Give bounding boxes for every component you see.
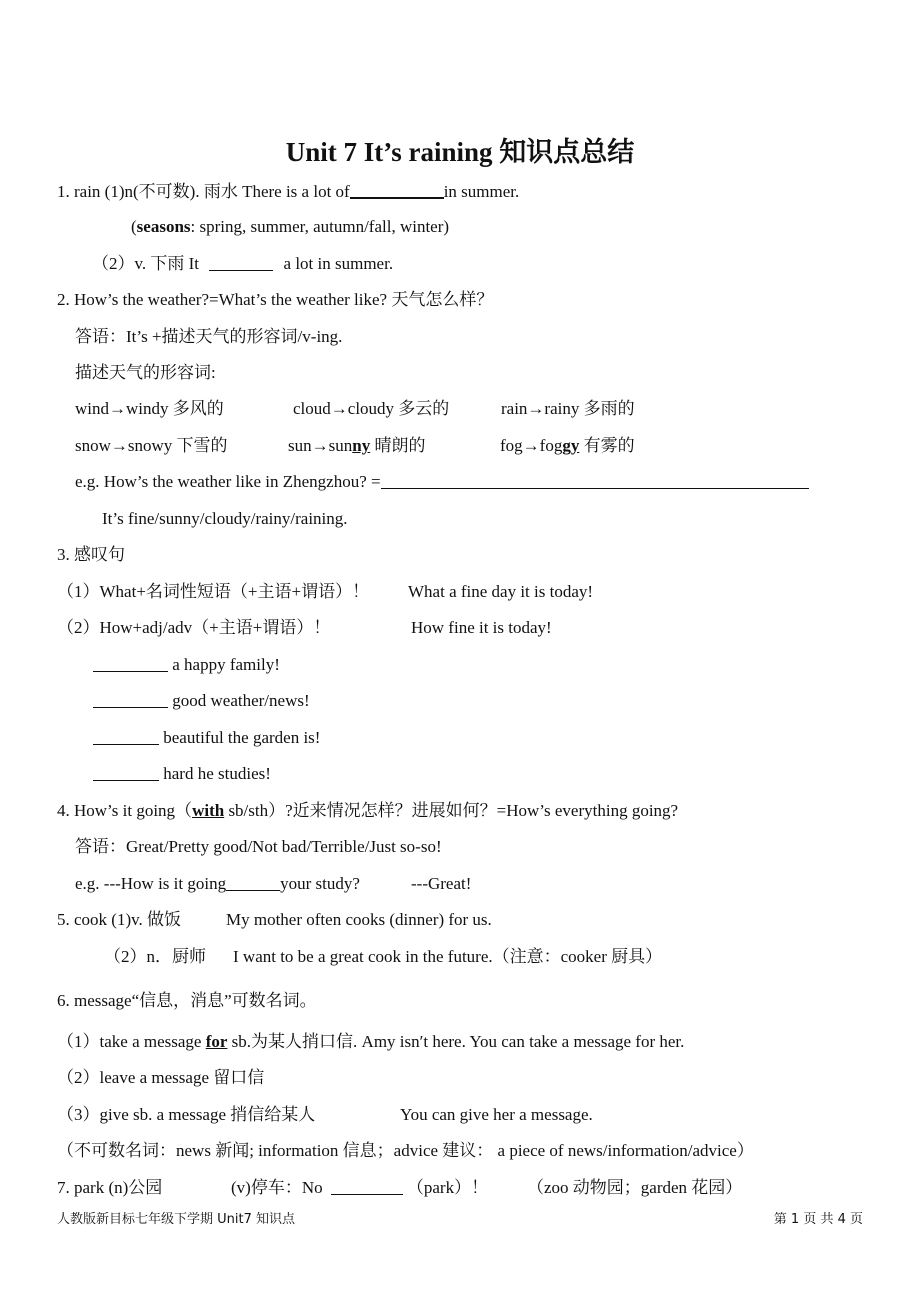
s1-line-a [57, 180, 519, 203]
fill-blank-2[interactable] [209, 253, 273, 271]
s6-p1-pre: （1）take a message [57, 1032, 206, 1051]
adj-rainy: rain→rainy 多雨的 [501, 399, 635, 418]
s6-note: （不可数名词：news 新闻; information 信息；advice 建议： a piece of news/information/advice） [57, 1141, 754, 1160]
seasons-line [131, 216, 449, 238]
s5-a: 5. cook (1)v. 做饭 [57, 910, 182, 929]
fill-blank-7[interactable] [93, 763, 159, 781]
s3-head: 3. 感叹句 [57, 545, 125, 564]
s4-answer: 答语：Great/Pretty good/Not bad/Terrible/Just so-so! [75, 837, 442, 856]
s5-b-example: I want to be a great cook in the future.（注意：cooker 厨具） [233, 947, 663, 966]
s4-q-pre: 4. How’s it going（ [57, 801, 193, 820]
s1-line-b [92, 253, 393, 275]
fill-blank-9[interactable] [331, 1177, 403, 1195]
adj-windy: wind→windy 多风的 [75, 399, 224, 418]
s5-a-example: My mother often cooks (dinner) for us. [226, 910, 492, 929]
s1-b-text: （2）v. 下雨 It [92, 254, 200, 273]
footer-left: 人教版新目标七年级下学期 Unit7 知识点 [57, 1212, 295, 1227]
seasons-bold: seasons [136, 217, 191, 236]
s3-point-2 [57, 617, 857, 639]
fill-blank-8[interactable] [226, 873, 280, 891]
foggy-pre: fog→fog [500, 436, 563, 455]
s6-point-2: （2）leave a message 留口信 [57, 1068, 265, 1087]
s4-example [75, 873, 875, 895]
s5-line-b [104, 946, 864, 968]
foggy-underlined: gy [562, 436, 580, 455]
s5-b: （2）n．厨师 [104, 947, 206, 966]
s2-adj-head: 描述天气的形容词: [75, 363, 216, 382]
s6-p1-post: sb.为某人捎口信. Amy isn′t here. You can take a message for her. [227, 1032, 685, 1051]
s4-question [57, 800, 678, 822]
s1-text: 1. rain (1)n(不可数). 雨水 There is a lot of [57, 182, 350, 201]
s4-q-underlined: with [192, 801, 225, 820]
s6-point-3 [57, 1104, 857, 1126]
s2-example [75, 471, 809, 493]
s5-line-a [57, 909, 857, 931]
s2-question: 2. How’s the weather?=What’s the weather like? 天气怎么样？ [57, 290, 494, 309]
s4-eg-pre: e.g. ---How is it going [75, 874, 227, 893]
s4-eg-post: your study? [280, 874, 360, 893]
s6-p3-example: You can give her a message. [400, 1105, 593, 1124]
fill-blank-6[interactable] [93, 727, 159, 745]
s7-b [231, 1177, 488, 1199]
sunny-underlined: ny [352, 436, 371, 455]
adj-cloudy: cloud→cloudy 多云的 [293, 399, 450, 418]
seasons-rest: : spring, summer, autumn/fall, winter) [190, 217, 450, 236]
exercise-3 [93, 727, 320, 749]
exercise-4-text: hard he studies! [163, 764, 271, 783]
s7-line [57, 1177, 857, 1199]
s3-p2-example: How fine it is today! [411, 618, 552, 637]
s7-b-pre: (v)停车：No [231, 1178, 323, 1197]
s6-head: 6. message“信息，消息”可数名词。 [57, 991, 317, 1010]
s3-point-1 [57, 581, 857, 603]
fill-blank-4[interactable] [93, 654, 168, 672]
s1-b-end: a lot in summer. [283, 254, 394, 273]
exercise-1 [93, 654, 280, 676]
s4-q-post: sb/sth）?近来情况怎样？进展如何？=How’s everything going? [224, 801, 679, 820]
s6-point-1 [57, 1031, 684, 1053]
exercise-2 [93, 690, 310, 712]
adj-snowy: snow→snowy 下雪的 [75, 436, 228, 455]
adj-sunny [288, 435, 425, 457]
adj-row-1 [0, 398, 920, 420]
s3-p1-example: What a fine day it is today! [408, 582, 594, 601]
s6-p1-underlined: for [205, 1032, 228, 1051]
page-number: 第 1 页 共 4 页 [773, 1212, 863, 1227]
exercise-4 [93, 763, 271, 785]
exercise-2-text: good weather/news! [172, 691, 310, 710]
adj-foggy [500, 435, 635, 457]
sunny-post: 晴朗的 [370, 436, 426, 455]
s3-p2: （2）How+adj/adv（+主语+谓语）！ [57, 618, 331, 637]
foggy-post: 有雾的 [579, 436, 635, 455]
s7-b-post: （park）！ [406, 1178, 489, 1197]
s1-text-end: in summer. [443, 182, 520, 201]
s6-p3: （3）give sb. a message 捎信给某人 [57, 1105, 316, 1124]
fill-blank-3[interactable] [381, 471, 809, 489]
fill-blank-5[interactable] [93, 690, 168, 708]
s4-eg-reply: ---Great! [411, 874, 472, 893]
exercise-3-text: beautiful the garden is! [163, 728, 321, 747]
exercise-1-text: a happy family! [172, 655, 280, 674]
fill-blank-1[interactable] [350, 180, 444, 199]
s3-p1: （1）What+名词性短语（+主语+谓语）！ [57, 582, 370, 601]
s2-example-answer: It’s fine/sunny/cloudy/rainy/raining. [102, 509, 348, 528]
seasons-open: ( [131, 217, 137, 236]
adj-row-2 [0, 435, 920, 457]
sunny-pre: sun→sun [288, 436, 353, 455]
s7-a: 7. park (n)公园 [57, 1178, 163, 1197]
s2-eg-text: e.g. How’s the weather like in Zhengzhou? = [75, 472, 381, 491]
s7-c: （zoo 动物园；garden 花园） [527, 1178, 743, 1197]
page-title: Unit 7 It’s raining 知识点总结 [285, 137, 635, 167]
s2-answer: 答语：It’s +描述天气的形容词/v-ing. [75, 327, 343, 346]
